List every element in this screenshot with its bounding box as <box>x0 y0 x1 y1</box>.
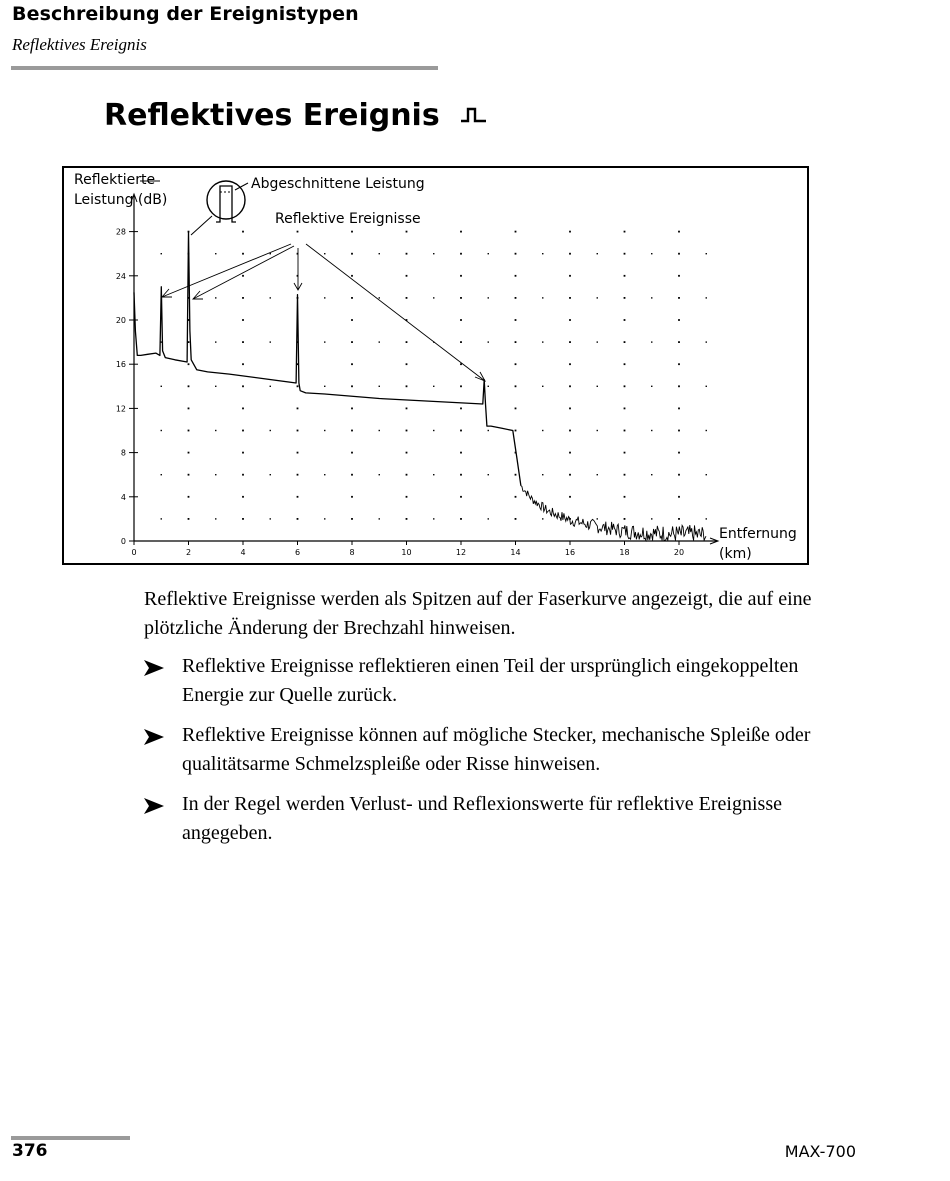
grid-dot <box>379 341 380 342</box>
grid-dot <box>297 430 299 432</box>
grid-dot <box>542 386 543 387</box>
grid-dot <box>351 341 353 343</box>
grid-dot <box>651 341 652 342</box>
x-tick-label: 12 <box>455 548 467 557</box>
grid-dot <box>515 474 517 476</box>
grid-dot <box>406 341 408 343</box>
grid-dot <box>624 341 626 343</box>
grid-dot <box>460 385 462 387</box>
grid-dot <box>569 452 571 454</box>
x-tick-label: 8 <box>349 548 355 557</box>
grid-dot <box>242 231 244 233</box>
grid-dot <box>624 496 626 498</box>
grid-dot <box>351 297 353 299</box>
grid-dot <box>270 341 271 342</box>
grid-dot <box>488 386 489 387</box>
grid-dot <box>515 231 517 233</box>
grid-dot <box>188 385 190 387</box>
grid-dot <box>433 297 434 298</box>
grid-dot <box>515 385 517 387</box>
grid-dot <box>678 496 680 498</box>
grid-dot <box>406 474 408 476</box>
grid-dot <box>706 341 707 342</box>
grid-dot <box>515 253 517 255</box>
grid-dot <box>460 452 462 454</box>
grid-dot <box>433 253 434 254</box>
grid-dot <box>324 253 325 254</box>
grid-dot <box>515 408 517 410</box>
grid-dot <box>215 430 216 431</box>
grid-dot <box>242 341 244 343</box>
y-tick-label: 12 <box>115 404 126 414</box>
grid-dot <box>678 275 680 277</box>
grid-dot <box>624 474 626 476</box>
grid-dot <box>242 518 244 520</box>
grid-dot <box>188 496 190 498</box>
grid-dot <box>297 231 299 233</box>
grid-dot <box>406 253 408 255</box>
grid-dot <box>651 474 652 475</box>
grid-dot <box>324 430 325 431</box>
callout-reflective-events: Reflektive Ereignisse <box>275 211 421 227</box>
grid-dot <box>542 341 543 342</box>
grid-dot <box>460 297 462 299</box>
grid-dot <box>678 319 680 321</box>
x-tick-label: 14 <box>510 548 521 557</box>
grid-dot <box>678 408 680 410</box>
grid-dot <box>188 363 190 365</box>
grid-dot <box>460 231 462 233</box>
grid-dot <box>569 231 571 233</box>
grid-dot <box>242 385 244 387</box>
x-tick-label: 18 <box>619 548 630 557</box>
y-tick-label: 24 <box>115 271 126 281</box>
grid-dot <box>270 474 271 475</box>
grid-dot <box>569 496 571 498</box>
grid-dot <box>624 297 626 299</box>
grid-dot <box>460 474 462 476</box>
grid-dot <box>624 518 626 520</box>
bullet-text: Reflektive Ereignisse reflektieren einen Teil der ursprünglich eingekoppelten Energie zur Quelle zurück. <box>182 655 799 706</box>
grid-dot <box>351 385 353 387</box>
grid-dot <box>542 518 543 519</box>
section-title <box>104 98 488 133</box>
grid-dot <box>569 319 571 321</box>
y-tick-label: 0 <box>120 537 126 546</box>
grid-dot <box>215 253 216 254</box>
x-tick-label: 2 <box>185 548 192 557</box>
grid-dot <box>460 341 462 343</box>
grid-dot <box>597 341 598 342</box>
grid-dot <box>433 430 434 431</box>
grid-dot <box>460 430 462 432</box>
grid-dot <box>242 363 244 365</box>
grid-dot <box>515 496 517 498</box>
grid-dot <box>515 518 517 520</box>
grid-dot <box>324 297 325 298</box>
grid-dot <box>651 430 652 431</box>
y-axis-label-line2: Leistung (dB) <box>74 192 168 208</box>
grid-dot <box>351 363 353 365</box>
grid-dot <box>488 430 489 431</box>
grid-dot <box>270 518 271 519</box>
x-axis-label-line1: Entfernung <box>719 526 797 542</box>
grid-dot <box>297 408 299 410</box>
grid-dot <box>406 496 408 498</box>
grid-dot <box>379 474 380 475</box>
grid-dot <box>324 386 325 387</box>
grid-dot <box>460 275 462 277</box>
bullet-text: Reflektive Ereignisse können auf mögliche Stecker, mechanische Spleiße oder qualitätsarme Schmelzspleiße oder Risse hinweisen. <box>182 724 811 775</box>
grid-dot <box>706 386 707 387</box>
y-axis-label-line1: Reflektierte <box>74 172 156 188</box>
grid-dot <box>406 408 408 410</box>
grid-dot <box>488 341 489 342</box>
grid-dot <box>215 386 216 387</box>
grid-dot <box>351 496 353 498</box>
grid-dot <box>542 430 543 431</box>
grid-dot <box>569 474 571 476</box>
grid-dot <box>624 430 626 432</box>
grid-dot <box>488 518 489 519</box>
grid-dot <box>542 253 543 254</box>
grid-dot <box>597 253 598 254</box>
grid-dot <box>215 474 216 475</box>
header-title: Beschreibung der Ereignistypen <box>12 3 359 25</box>
grid-dot <box>379 253 380 254</box>
grid-dot <box>460 253 462 255</box>
grid-dot <box>678 253 680 255</box>
bullet-arrow-icon <box>144 729 164 745</box>
x-tick-label: 16 <box>564 548 576 557</box>
grid-dot <box>678 363 680 365</box>
grid-dot <box>351 474 353 476</box>
grid-dot <box>624 408 626 410</box>
grid-dot <box>215 518 216 519</box>
grid-dot <box>161 430 162 431</box>
bullet-arrow-icon <box>144 798 164 814</box>
grid-dot <box>161 518 162 519</box>
grid-dot <box>706 253 707 254</box>
otdr-trace-figure <box>62 166 810 566</box>
grid-dot <box>569 253 571 255</box>
grid-dot <box>406 518 408 520</box>
y-tick-label: 16 <box>115 360 126 370</box>
grid-dot <box>433 386 434 387</box>
grid-dot <box>242 430 244 432</box>
grid-dot <box>351 275 353 277</box>
x-tick-label: 0 <box>131 548 137 557</box>
grid-dot <box>597 386 598 387</box>
grid-dot <box>678 430 680 432</box>
grid-dot <box>324 474 325 475</box>
grid-dot <box>460 496 462 498</box>
grid-dot <box>270 297 271 298</box>
grid-dot <box>406 385 408 387</box>
grid-dot <box>242 452 244 454</box>
x-tick-label: 10 <box>401 548 412 557</box>
grid-dot <box>406 297 408 299</box>
grid-dot <box>651 253 652 254</box>
grid-dot <box>515 275 517 277</box>
grid-dot <box>215 341 216 342</box>
grid-dot <box>624 275 626 277</box>
grid-dot <box>678 518 680 520</box>
grid-dot <box>161 386 162 387</box>
grid-dot <box>624 452 626 454</box>
grid-dot <box>242 496 244 498</box>
x-tick-label: 6 <box>294 548 301 557</box>
grid-dot <box>242 275 244 277</box>
grid-dot <box>188 474 190 476</box>
grid-dot <box>351 518 353 520</box>
bullet-arrow-icon <box>144 660 164 676</box>
grid-dot <box>188 408 190 410</box>
x-axis-label-line2: (km) <box>719 546 752 562</box>
grid-dot <box>242 474 244 476</box>
grid-dot <box>406 430 408 432</box>
grid-dot <box>242 297 244 299</box>
grid-dot <box>351 231 353 233</box>
grid-dot <box>460 319 462 321</box>
grid-dot <box>161 474 162 475</box>
grid-dot <box>515 341 517 343</box>
page-number: 376 <box>12 1141 48 1161</box>
grid-dot <box>488 253 489 254</box>
x-tick-label: 20 <box>673 548 685 557</box>
grid-dot <box>188 452 190 454</box>
grid-dot <box>406 452 408 454</box>
grid-dot <box>188 518 190 520</box>
grid-dot <box>569 275 571 277</box>
footer-rule <box>11 1136 130 1140</box>
grid-dot <box>706 518 707 519</box>
product-name: MAX-700 <box>784 1142 856 1161</box>
grid-dot <box>515 319 517 321</box>
grid-dot <box>215 297 216 298</box>
grid-dot <box>542 474 543 475</box>
grid-dot <box>569 297 571 299</box>
y-tick-label: 28 <box>115 227 126 237</box>
grid-dot <box>569 363 571 365</box>
grid-dot <box>351 253 353 255</box>
grid-dot <box>678 297 680 299</box>
grid-dot <box>270 430 271 431</box>
grid-dot <box>597 518 598 519</box>
grid-dot <box>678 452 680 454</box>
grid-dot <box>351 319 353 321</box>
grid-dot <box>569 341 571 343</box>
grid-dot <box>515 363 517 365</box>
grid-dot <box>242 408 244 410</box>
grid-dot <box>569 408 571 410</box>
grid-dot <box>351 452 353 454</box>
grid-dot <box>433 518 434 519</box>
grid-dot <box>297 518 299 520</box>
callout-clipped-power: Abgeschnittene Leistung <box>251 176 425 192</box>
grid-dot <box>678 341 680 343</box>
grid-dot <box>297 496 299 498</box>
grid-dot <box>351 408 353 410</box>
grid-dot <box>379 518 380 519</box>
grid-dot <box>324 341 325 342</box>
grid-dot <box>624 231 626 233</box>
grid-dot <box>488 474 489 475</box>
grid-dot <box>297 452 299 454</box>
grid-dot <box>351 430 353 432</box>
reflective-event-pulse-icon <box>460 104 488 126</box>
grid-dot <box>406 275 408 277</box>
grid-dot <box>379 297 380 298</box>
grid-dot <box>433 474 434 475</box>
grid-dot <box>242 253 244 255</box>
grid-dot <box>161 253 162 254</box>
grid-dot <box>678 474 680 476</box>
grid-dot <box>624 253 626 255</box>
grid-dot <box>569 430 571 432</box>
grid-dot <box>706 474 707 475</box>
grid-dot <box>597 430 598 431</box>
x-tick-label: 4 <box>240 548 246 557</box>
grid-dot <box>297 385 299 387</box>
grid-dot <box>624 385 626 387</box>
header-rule <box>11 66 438 70</box>
grid-dot <box>270 386 271 387</box>
intro-paragraph: Reflektive Ereignisse werden als Spitzen auf der Faserkurve angezeigt, die auf eine plötzliche Änderung der Brechzahl hinweisen. <box>144 588 812 639</box>
grid-dot <box>515 297 517 299</box>
grid-dot <box>651 386 652 387</box>
grid-dot <box>597 474 598 475</box>
grid-dot <box>406 363 408 365</box>
grid-dot <box>324 518 325 519</box>
y-tick-label: 8 <box>120 448 126 458</box>
grid-dot <box>488 297 489 298</box>
grid-dot <box>651 518 652 519</box>
header-subtitle: Reflektives Ereignis <box>12 35 147 54</box>
grid-dot <box>624 363 626 365</box>
grid-dot <box>460 518 462 520</box>
grid-dot <box>597 297 598 298</box>
y-tick-label: 20 <box>115 316 126 325</box>
section-title-text: Reflektives Ereignis <box>104 98 440 133</box>
grid-dot <box>624 319 626 321</box>
figure-frame <box>63 167 808 564</box>
grid-dot <box>542 297 543 298</box>
grid-dot <box>188 430 190 432</box>
grid-dot <box>651 297 652 298</box>
bullet-text: In der Regel werden Verlust- und Reflexionswerte für reflektive Ereignisse angegeben. <box>182 793 782 844</box>
grid-dot <box>379 386 380 387</box>
grid-dot <box>569 385 571 387</box>
grid-dot <box>242 319 244 321</box>
grid-dot <box>297 474 299 476</box>
grid-dot <box>678 231 680 233</box>
grid-dot <box>406 231 408 233</box>
grid-dot <box>460 408 462 410</box>
grid-dot <box>706 297 707 298</box>
grid-dot <box>706 430 707 431</box>
y-tick-label: 4 <box>120 492 126 502</box>
grid-dot <box>678 385 680 387</box>
grid-dot <box>515 430 517 432</box>
grid-dot <box>379 430 380 431</box>
